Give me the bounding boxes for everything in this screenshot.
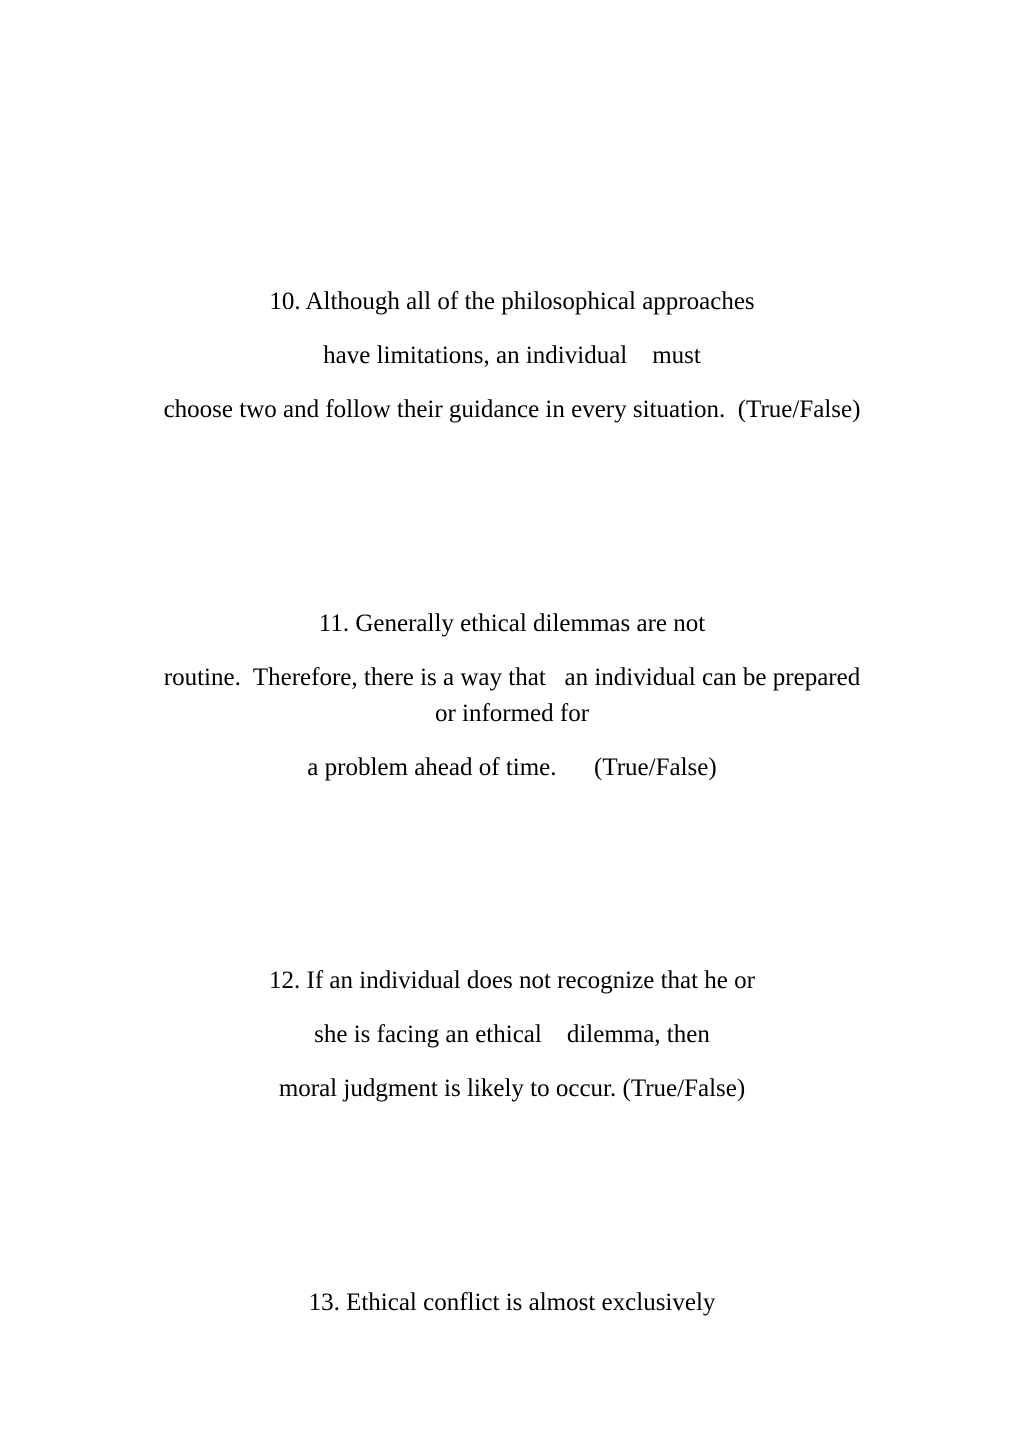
question-10-line-3: choose two and follow their guidance in every situation. (True/False) (163, 396, 861, 423)
question-12-line-1: 12. If an individual does not recognize that he or (269, 967, 755, 994)
question-11-line-1: 11. Generally ethical dilemmas are not (318, 610, 706, 637)
question-12-line-3: moral judgment is likely to occur. (True/False) (278, 1075, 746, 1102)
question-10-line-2: have limitations, an individual must (323, 342, 701, 369)
question-13-line-1: 13. Ethical conflict is almost exclusively (308, 1289, 716, 1316)
question-10-line-1: 10. Although all of the philosophical approaches (269, 288, 755, 315)
question-11-line-4: a problem ahead of time. (True/False) (307, 754, 717, 781)
question-12-line-2: she is facing an ethical dilemma, then (314, 1021, 710, 1048)
question-11-line-2: routine. Therefore, there is a way that an individual can be prepared (163, 664, 861, 691)
question-11-line-3: or informed for (434, 700, 590, 727)
